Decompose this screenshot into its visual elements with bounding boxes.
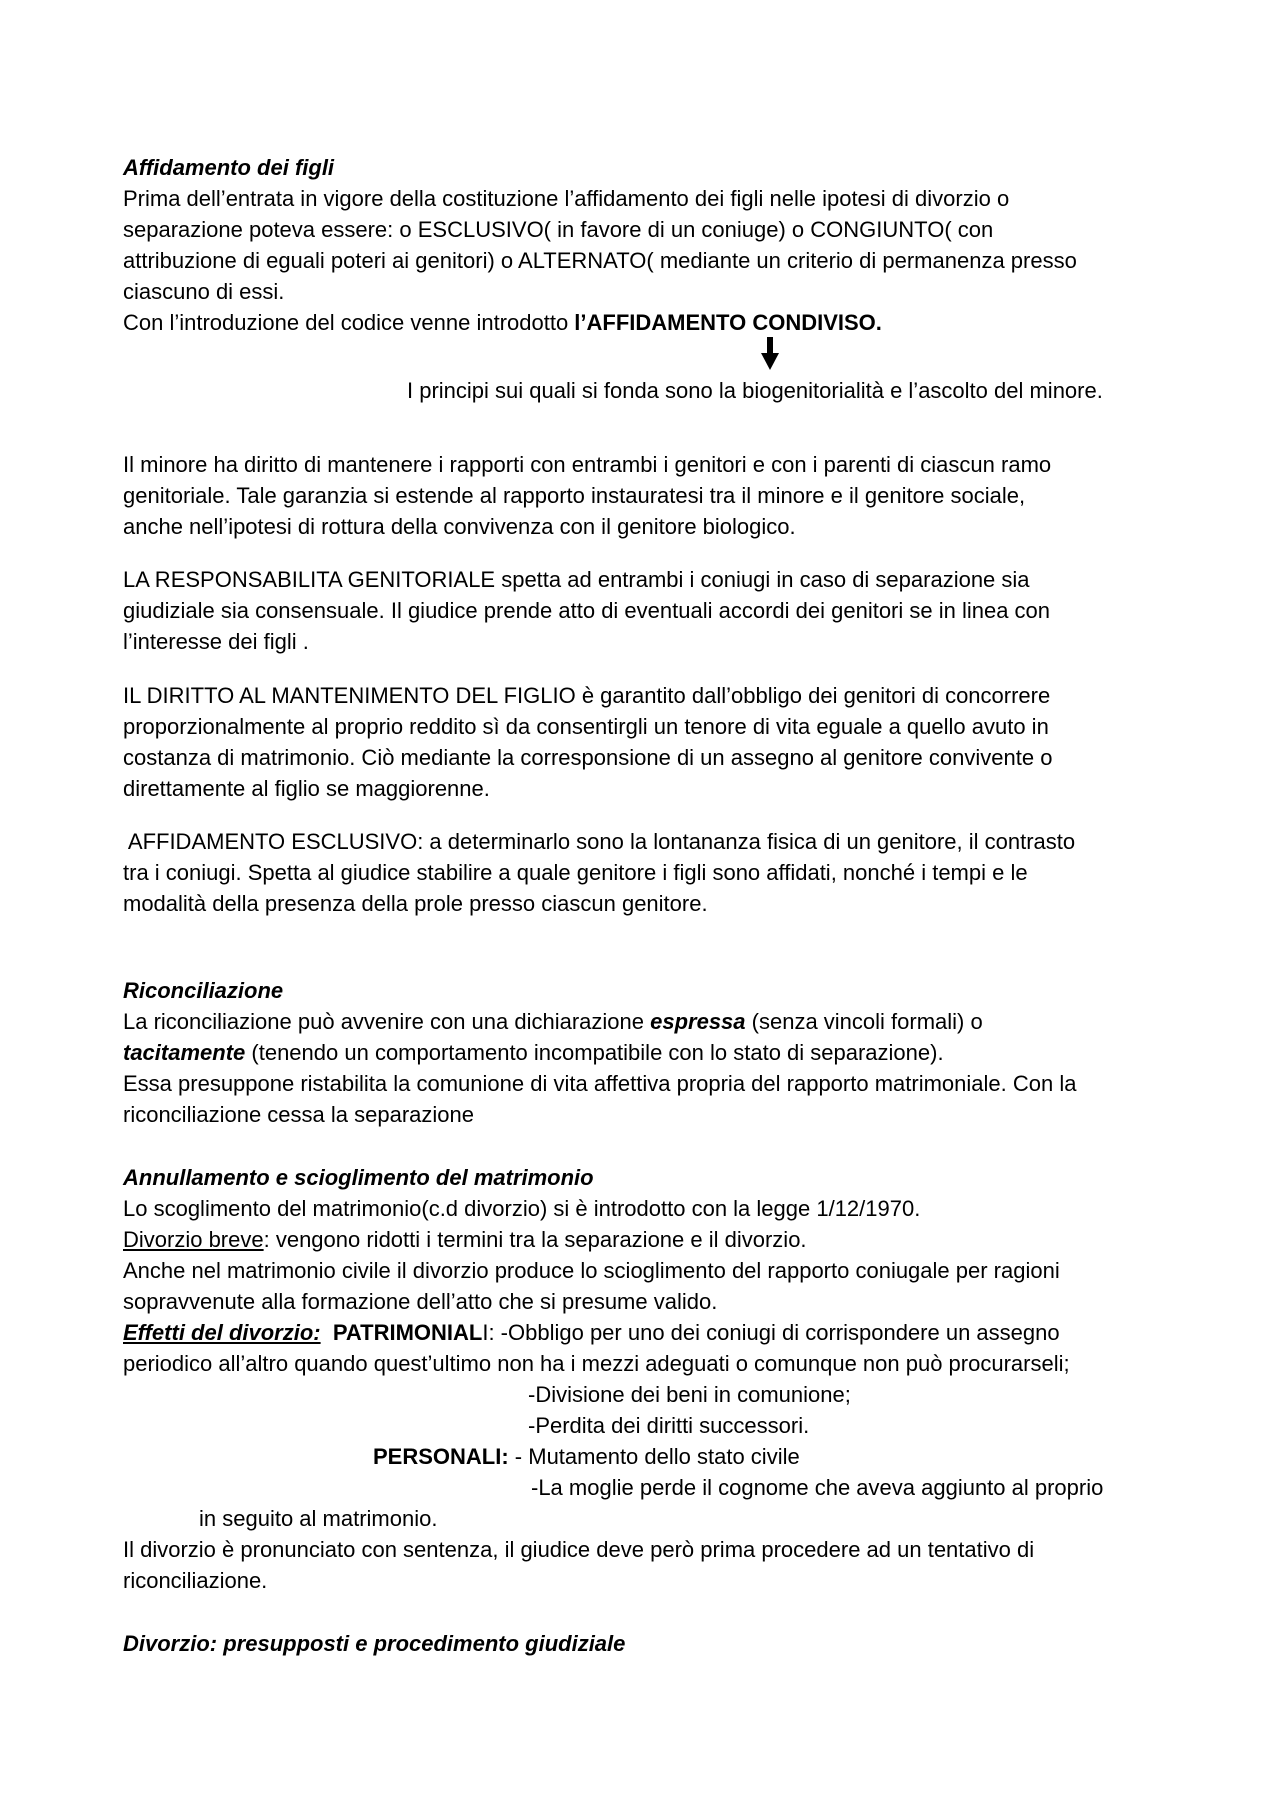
effetti-divorzio-label: Effetti del divorzio: [123,1320,321,1345]
text-run: (senza vincoli formali) o [745,1009,983,1034]
paragraph-line: direttamente al figlio se maggiorenne. [123,776,490,801]
paragraph-line: Prima dell’entrata in vigore della costituzione l’affidamento dei figli nelle ipotesi di divorzio o [123,186,1010,211]
paragraph-line [123,1317,1173,1348]
patrimoniali-label: PATRIMONIAL [332,1320,483,1345]
divorzio-breve-label: Divorzio breve [123,1227,264,1252]
paragraph-line [123,307,1173,338]
paragraph-line: proporzionalmente al proprio reddito sì da consentirgli un tenore di vita eguale a quello avuto in [123,714,1049,739]
paragraph-line: Il minore ha diritto di mantenere i rapporti con entrambi i genitori e con i parenti di ciascun ramo [123,452,1052,477]
paragraph-line [123,1441,1173,1472]
list-item: -La moglie perde il cognome che aveva aggiunto al proprio [531,1475,1104,1500]
paragraph-line: LA RESPONSABILITA GENITORIALE spetta ad entrambi i coniugi in caso di separazione sia [123,567,1030,592]
paragraph-line: l’interesse dei figli . [123,629,309,654]
paragraph-line: Essa presuppone ristabilita la comunione di vita affettiva propria del rapporto matrimoniale. Con la [123,1071,1077,1096]
section-divorzio [123,1628,1173,1659]
paragraph-line: tra i coniugi. Spetta al giudice stabilire a quale genitore i figli sono affidati, nonché i tempi e le [123,860,1028,885]
paragraph-line: giudiziale sia consensuale. Il giudice prende atto di eventuali accordi dei genitori se in linea con [123,598,1051,623]
paragraph-line: Anche nel matrimonio civile il divorzio produce lo scioglimento del rapporto coniugale per ragioni [123,1258,1060,1283]
paragraph-line: Lo scoglimento del matrimonio(c.d divorzio) si è introdotto con la legge 1/12/1970. [123,1196,921,1221]
section-annullamento [123,1162,1173,1596]
paragraph-line [123,1037,1173,1068]
paragraph-line: genitoriale. Tale garanzia si estende al rapporto instauratesi tra il minore e il genitore sociale, [123,483,1026,508]
text-run: I: -Obbligo per uno dei coniugi di corrispondere un assegno [482,1320,1060,1345]
paragraph-line: sopravvenute alla formazione dell’atto che si presume valido. [123,1289,718,1314]
section-title-divorzio: Divorzio: presupposti e procedimento giudiziale [123,1631,626,1656]
text-run: La riconciliazione può avvenire con una dichiarazione [123,1009,651,1034]
paragraph-line: costanza di matrimonio. Ciò mediante la corresponsione di un assegno al genitore convivente o [123,745,1053,770]
paragraph-line: periodico all’altro quando quest’ultimo non ha i mezzi adeguati o comunque non può procurarseli; [123,1351,1070,1376]
paragraph-line: anche nell’ipotesi di rottura della convivenza con il genitore biologico. [123,514,796,539]
personali-label: PERSONALI: [373,1444,509,1469]
paragraph-line: Il divorzio è pronunciato con sentenza, il giudice deve però prima procedere ad un tentativo di [123,1537,1035,1562]
paragraph-line: ciascuno di essi. [123,279,285,304]
paragraph-esclusivo [123,826,1173,919]
paragraph-minore [123,449,1173,542]
paragraph-line: IL DIRITTO AL MANTENIMENTO DEL FIGLIO è garantito dall’obbligo dei genitori di concorrere [123,683,1051,708]
principi-line [407,375,1187,406]
list-item: -Perdita dei diritti successori. [528,1413,810,1438]
text-run: : vengono ridotti i termini tra la separazione e il divorzio. [263,1227,807,1252]
section-title-riconciliazione: Riconciliazione [123,978,284,1003]
paragraph-responsabilita [123,564,1173,657]
section-title-affidamento: Affidamento dei figli [123,155,335,180]
principi-text: I principi sui quali si fonda sono la biogenitorialità e l’ascolto del minore. [407,378,1103,403]
paragraph-line: modalità della presenza della prole presso ciascun genitore. [123,891,708,916]
paragraph-line: separazione poteva essere: o ESCLUSIVO( in favore di un coniuge) o CONGIUNTO( con [123,217,994,242]
text-run: - Mutamento dello stato civile [508,1444,800,1469]
text-run: Con l’introduzione del codice venne introdotto [123,310,575,335]
emphasis-tacitamente: tacitamente [123,1040,246,1065]
section-title-annullamento: Annullamento e scioglimento del matrimonio [123,1165,594,1190]
list-item: -Divisione dei beni in comunione; [528,1382,851,1407]
emphasis-espressa: espressa [650,1009,746,1034]
paragraph-mantenimento [123,680,1173,804]
paragraph-line: riconciliazione. [123,1568,268,1593]
paragraph-line: in seguito al matrimonio. [199,1506,438,1531]
paragraph-line [123,1006,1173,1037]
affidamento-condiviso-bold: l’AFFIDAMENTO CONDIVISO. [574,310,882,335]
paragraph-line: riconciliazione cessa la separazione [123,1102,474,1127]
section-riconciliazione [123,975,1173,1130]
paragraph-line: attribuzione di eguali poteri ai genitori) o ALTERNATO( mediante un criterio di permanenza presso [123,248,1077,273]
section-affidamento [123,152,1173,338]
paragraph-line [123,1224,1173,1255]
arrow-down-icon [760,337,780,371]
text-run: (tenendo un comportamento incompatibile con lo stato di separazione). [245,1040,944,1065]
paragraph-line: AFFIDAMENTO ESCLUSIVO: a determinarlo sono la lontananza fisica di un genitore, il contrasto [123,829,1076,854]
